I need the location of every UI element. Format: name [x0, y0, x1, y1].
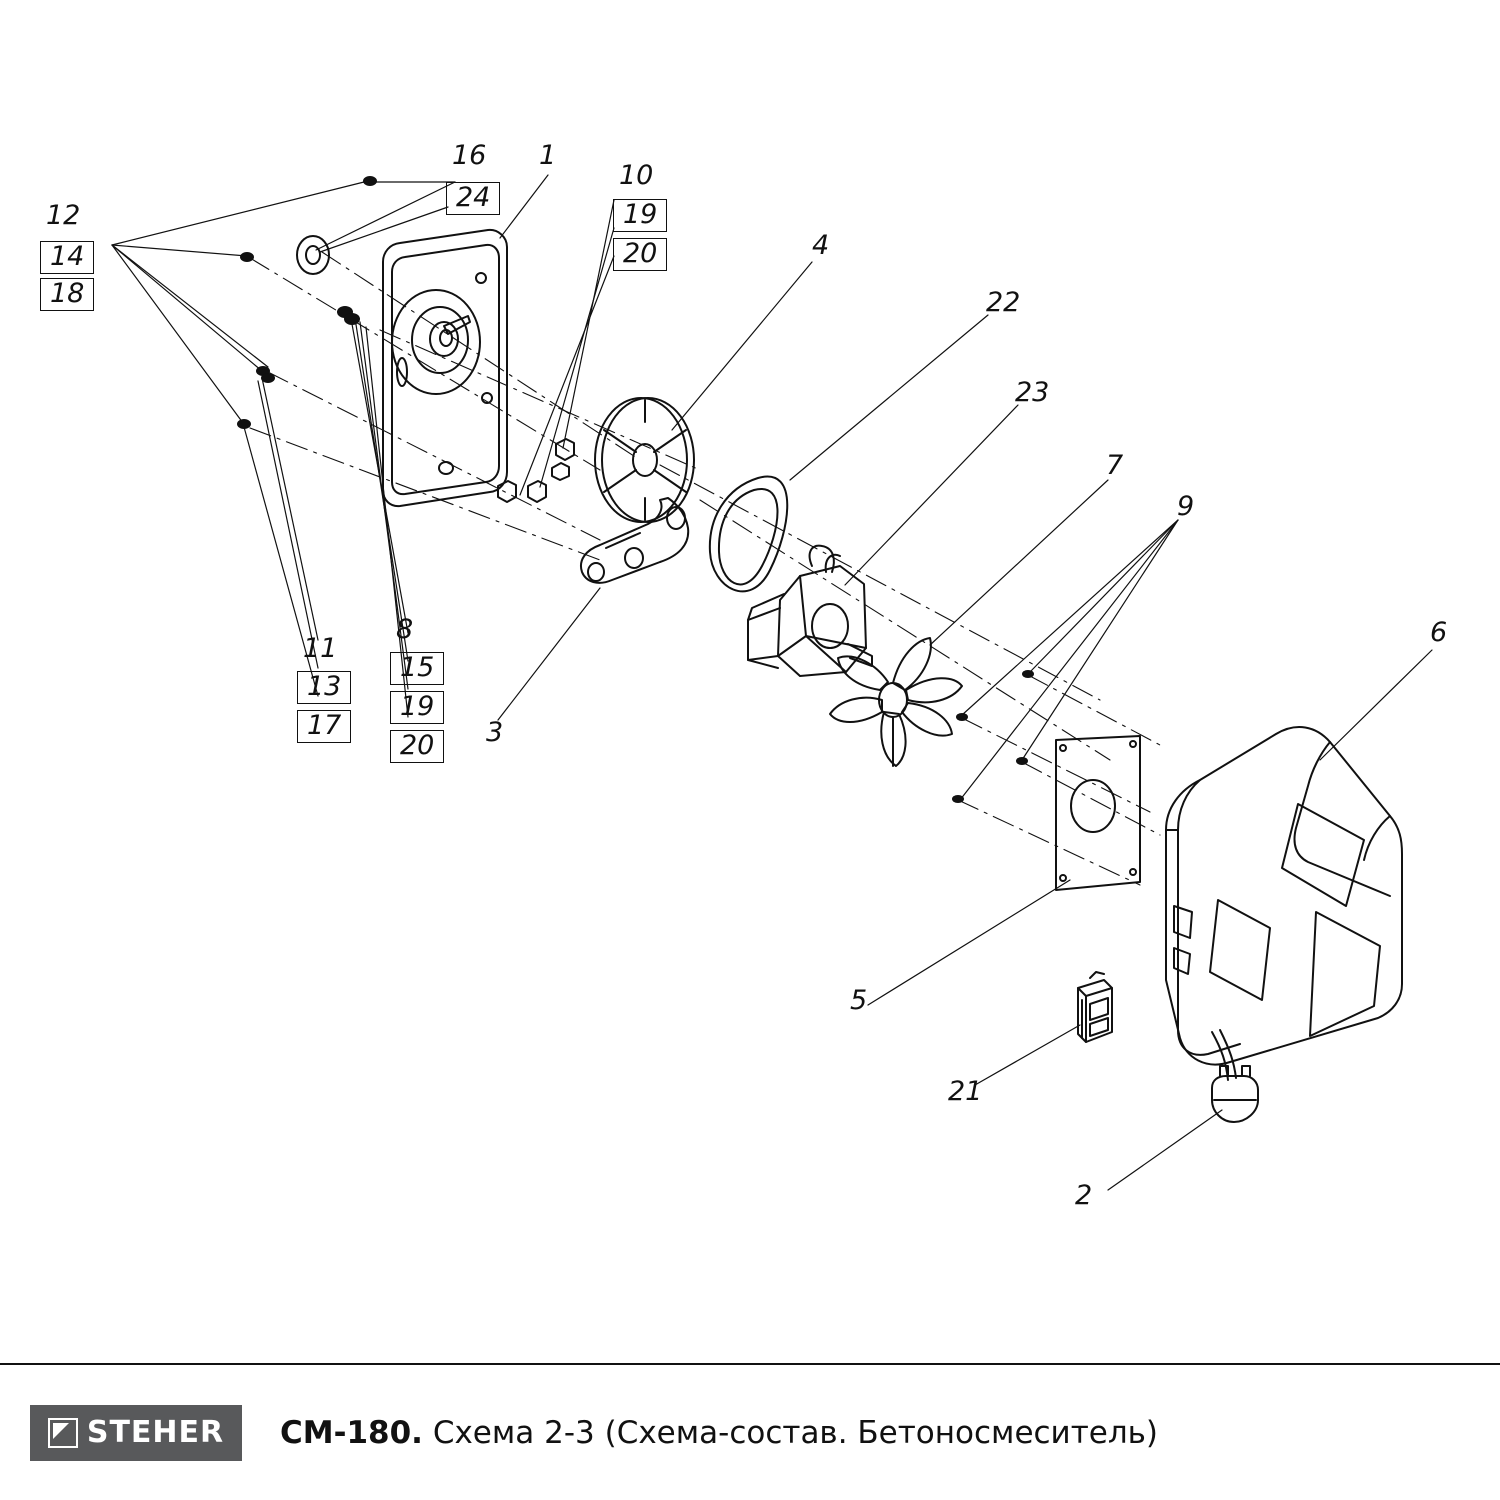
- callout-14: 14: [40, 241, 94, 274]
- callout-22: 22: [986, 287, 1021, 318]
- steher-logo-icon: [48, 1418, 78, 1448]
- callout-20-top: 20: [613, 238, 667, 271]
- callout-19-top: 19: [613, 199, 667, 232]
- callout-15: 15: [390, 652, 444, 685]
- model-number: СМ-180.: [280, 1414, 423, 1451]
- callout-17: 17: [297, 710, 351, 743]
- callout-19-bottom: 19: [390, 691, 444, 724]
- callout-2: 2: [1075, 1180, 1093, 1211]
- callout-23: 23: [1015, 377, 1050, 408]
- caption-text: Схема 2-3 (Схема-состав. Бетоносмеситель): [432, 1414, 1159, 1451]
- callout-1: 1: [539, 140, 557, 171]
- callout-12: 12: [46, 200, 81, 231]
- callout-16: 16: [452, 140, 487, 171]
- footer: [0, 1363, 1500, 1500]
- diagram-caption: [280, 1415, 1158, 1451]
- callout-18: 18: [40, 278, 94, 311]
- callout-21: 21: [948, 1076, 983, 1107]
- callout-8: 8: [396, 614, 414, 645]
- callout-20-bottom: 20: [390, 730, 444, 763]
- callout-3: 3: [486, 717, 504, 748]
- callout-4: 4: [812, 230, 830, 261]
- brand-logo: [30, 1405, 242, 1461]
- callout-7: 7: [1106, 450, 1124, 481]
- brand-name: STEHER: [86, 1415, 225, 1450]
- callout-6: 6: [1430, 617, 1448, 648]
- callout-9: 9: [1177, 491, 1195, 522]
- callout-10: 10: [619, 160, 654, 191]
- callout-24: 24: [446, 182, 500, 215]
- callout-5: 5: [850, 985, 868, 1016]
- callout-11: 11: [303, 633, 338, 664]
- callout-13: 13: [297, 671, 351, 704]
